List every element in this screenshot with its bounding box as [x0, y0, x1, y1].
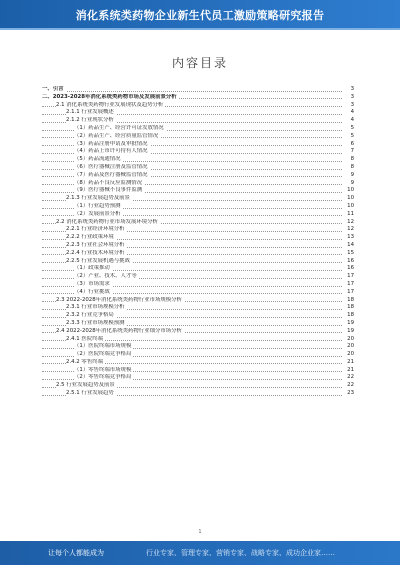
toc-entry-page: 20 [347, 343, 354, 350]
toc-entry-page: 21 [347, 358, 354, 365]
toc-entry-title: 2.3 2022-2028年消化系统类药物行业市场规模分析 [56, 296, 182, 303]
toc-entry-page: 3 [350, 93, 354, 100]
toc-entry[interactable] [42, 273, 354, 281]
toc-entry[interactable] [42, 117, 354, 125]
toc-entry[interactable] [42, 312, 354, 320]
table-of-contents [42, 86, 354, 398]
toc-entry[interactable] [42, 351, 354, 359]
toc-entry-page: 7 [350, 148, 354, 155]
toc-heading: 内容目录 [171, 56, 228, 70]
toc-entry[interactable] [42, 125, 354, 133]
toc-entry-title: （8）药品不良反应监测情况 [74, 179, 143, 186]
toc-entry[interactable] [42, 172, 354, 180]
toc-entry-page: 17 [347, 273, 354, 280]
toc-entry-page: 17 [347, 280, 354, 287]
toc-entry-title: 2.2.1 行业经济环境分析 [66, 226, 125, 233]
toc-entry[interactable] [42, 211, 354, 219]
report-header [0, 0, 400, 30]
toc-entry-title: 2.3.3 行业市场规模预测 [66, 319, 125, 326]
toc-entry-page: 10 [347, 202, 354, 209]
toc-entry[interactable] [42, 180, 354, 188]
toc-entry-title: 2.2.4 行业技术环境分析 [66, 249, 125, 256]
toc-entry-title: 2.3.2 行业竞争格局 [66, 312, 114, 319]
toc-entry[interactable] [42, 250, 354, 258]
toc-entry[interactable] [42, 336, 354, 344]
toc-entry-page: 11 [347, 210, 354, 217]
toc-entry[interactable] [42, 289, 354, 297]
footer-slogan: 让每个人都能成为 [48, 549, 104, 557]
toc-entry[interactable] [42, 242, 354, 250]
toc-entry-page: 22 [347, 374, 354, 381]
toc-entry-page: 22 [347, 382, 354, 389]
toc-entry-title: （1）行业趋势预测 [74, 202, 121, 209]
toc-entry[interactable] [42, 156, 354, 164]
toc-entry-title: （1）零售终端市场规模 [74, 366, 132, 373]
toc-entry[interactable] [42, 187, 354, 195]
toc-entry-page: 3 [350, 86, 354, 92]
toc-entry-title: 2.2.3 行业社会环境分析 [66, 241, 125, 248]
toc-entry-title: 二、2023-2028年消化系统类药物市场及发展前景分析 [42, 93, 177, 100]
toc-entry[interactable] [42, 109, 354, 117]
toc-entry-page: 10 [347, 187, 354, 194]
toc-entry-page: 5 [350, 132, 354, 139]
toc-entry-title: 2.4.2 零售终端 [66, 358, 103, 365]
toc-entry-page: 18 [347, 296, 354, 303]
toc-entry-title: 2.3.1 行业市场规模分析 [66, 304, 125, 311]
toc-entry-title: 2.5 行业发展趋势及前景 [56, 382, 115, 389]
toc-entry-title: 2.1 消化系统类药物行业发展现状及趋势分析 [56, 101, 164, 108]
toc-entry-page: 21 [347, 366, 354, 373]
toc-entry-page: 23 [347, 390, 354, 397]
toc-entry[interactable] [42, 265, 354, 273]
toc-entry-title: （2）产业、技术、人才等 [74, 273, 137, 280]
toc-entry[interactable] [42, 367, 354, 375]
toc-entry-title: （3）药品注册申请及审批情况 [74, 140, 148, 147]
toc-entry-title: （2）药品生产、经营质量监管情况 [74, 132, 159, 139]
toc-entry-page: 20 [347, 335, 354, 342]
toc-entry-page: 10 [347, 195, 354, 202]
toc-entry-title: （2）发展前景分析 [74, 210, 121, 217]
report-title: 消化系统类药物企业新生代员工激励策略研究报告 [75, 9, 325, 22]
toc-entry-page: 14 [347, 241, 354, 248]
toc-entry-page: 12 [347, 218, 354, 225]
page-number: 1 [198, 529, 202, 535]
toc-entry[interactable] [42, 328, 354, 336]
toc-entry[interactable] [42, 164, 354, 172]
toc-entry-title: （6）医疗器械注册及监管情况 [74, 163, 148, 170]
toc-entry-title: （2）零售终端竞争格局 [74, 374, 132, 381]
toc-entry[interactable] [42, 133, 354, 141]
toc-entry[interactable] [42, 86, 354, 94]
toc-entry-title: （2）医院终端竞争格局 [74, 351, 132, 358]
toc-entry-page: 6 [350, 140, 354, 147]
toc-entry-title: （1）政策推动 [74, 265, 110, 272]
toc-entry[interactable] [42, 304, 354, 312]
toc-entry[interactable] [42, 320, 354, 328]
toc-entry-title: 2.4.1 医院终端 [66, 335, 103, 342]
toc-entry-page: 16 [347, 257, 354, 264]
toc-entry-title: （1）医院终端市场规模 [74, 343, 132, 350]
toc-entry-page: 15 [347, 249, 354, 256]
toc-entry-page: 19 [347, 319, 354, 326]
toc-entry-title: 2.2.2 行业政策环境 [66, 234, 114, 241]
toc-entry-page: 18 [347, 312, 354, 319]
toc-entry[interactable] [42, 219, 354, 227]
toc-leader-dots [42, 91, 342, 92]
toc-entry-title: （5）药品流通情况 [74, 156, 121, 163]
toc-entry-page: 18 [347, 304, 354, 311]
toc-entry-title: （4）行业挑战 [74, 288, 110, 295]
toc-entry[interactable] [42, 258, 354, 266]
toc-entry[interactable] [42, 234, 354, 242]
toc-entry[interactable] [42, 148, 354, 156]
toc-entry[interactable] [42, 374, 354, 382]
toc-entry-page: 20 [347, 351, 354, 358]
toc-entry-page: 12 [347, 226, 354, 233]
toc-entry-title: 2.2 消化系统类药物行业市场发展环境分析 [56, 218, 158, 225]
toc-entry-title: 2.1.3 行业发展趋势及前景 [66, 195, 130, 202]
toc-entry[interactable] [42, 141, 354, 149]
toc-entry[interactable] [42, 226, 354, 234]
toc-entry-page: 4 [350, 109, 354, 116]
toc-entry-page: 4 [350, 117, 354, 124]
toc-entry-title: 2.4 2022-2028年消化系统类药物行业细分市场分析 [56, 327, 182, 334]
toc-entry[interactable] [42, 390, 354, 398]
toc-entry-page: 9 [350, 171, 354, 178]
toc-entry-page: 3 [350, 101, 354, 108]
toc-entry-title: 2.1.2 行业现状分析 [66, 117, 114, 124]
toc-entry[interactable] [42, 102, 354, 110]
toc-entry[interactable] [42, 203, 354, 211]
toc-entry[interactable] [42, 94, 354, 102]
toc-entry-title: 2.2.5 行业发展机遇与挑战 [66, 257, 130, 264]
toc-entry-title: 一、引言 [42, 86, 64, 92]
footer-tagline: 行业专家、管理专家、营销专家、战略专家、成功企业家…… [146, 549, 335, 557]
toc-entry-page: 9 [350, 179, 354, 186]
toc-entry-page: 17 [347, 288, 354, 295]
toc-entry-title: （7）药品及医疗器械监管情况 [74, 171, 148, 178]
toc-entry[interactable] [42, 359, 354, 367]
toc-entry-page: 5 [350, 124, 354, 131]
toc-entry-page: 8 [350, 156, 354, 163]
toc-entry-page: 13 [347, 234, 354, 241]
toc-entry-page: 8 [350, 163, 354, 170]
toc-entry-title: 2.5.1 行业发展趋势 [66, 390, 114, 397]
toc-entry[interactable] [42, 382, 354, 390]
toc-entry-title: （4）药品上市许可持有人情况 [74, 148, 148, 155]
toc-entry[interactable] [42, 297, 354, 305]
toc-entry[interactable] [42, 195, 354, 203]
toc-entry-page: 16 [347, 265, 354, 272]
toc-entry-title: （1）药品生产、经营许可证发放情况 [74, 124, 164, 131]
report-footer [0, 541, 400, 565]
toc-entry[interactable] [42, 281, 354, 289]
toc-entry-title: （3）市场需求 [74, 280, 110, 287]
toc-entry-page: 19 [347, 327, 354, 334]
toc-entry-title: （9）医疗器械不良事件监测 [74, 187, 143, 194]
toc-entry[interactable] [42, 343, 354, 351]
toc-entry-title: 2.1.1 行业发展概述 [66, 109, 114, 116]
